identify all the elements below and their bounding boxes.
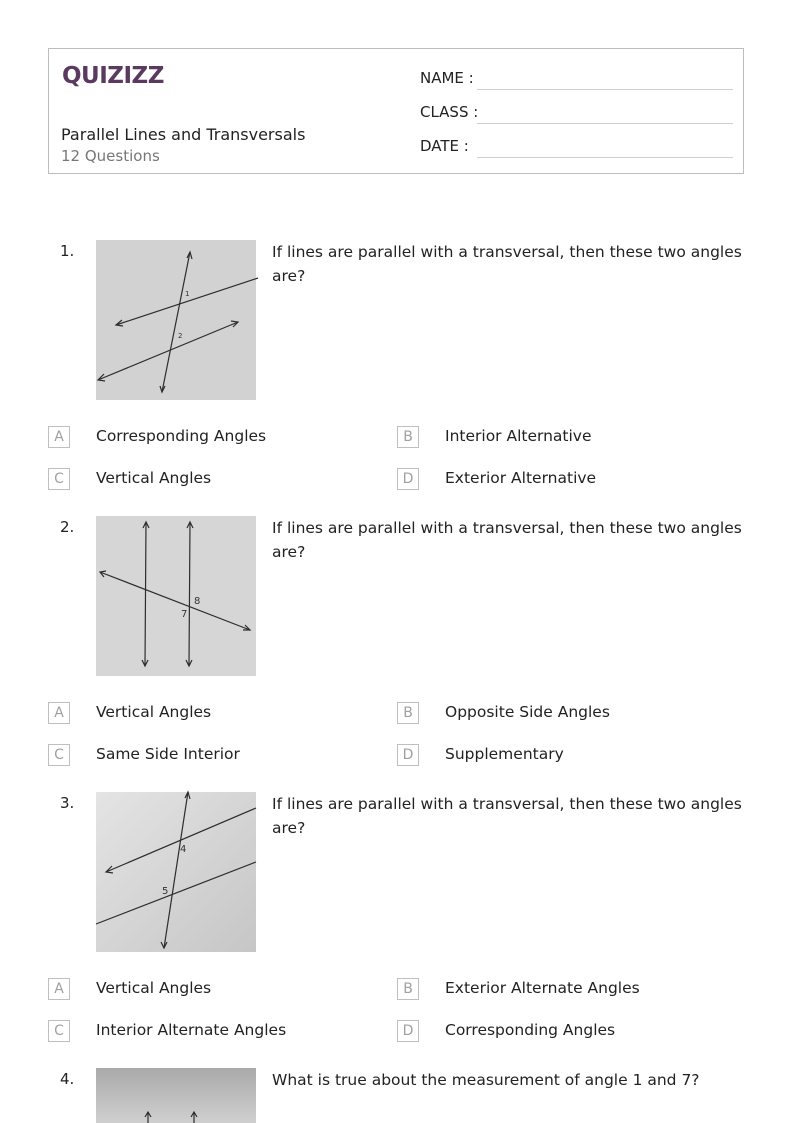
question-number: 2. <box>60 518 75 536</box>
question-image <box>96 792 256 952</box>
svg-text:4: 4 <box>180 844 187 855</box>
worksheet-header <box>48 48 744 174</box>
parallel-lines-diagram-3 <box>96 792 256 952</box>
option-a-box[interactable]: A <box>48 426 70 448</box>
option-b-text: Interior Alternative <box>445 427 592 445</box>
question-number: 3. <box>60 794 75 812</box>
svg-text:5: 5 <box>162 886 169 897</box>
svg-text:7: 7 <box>181 609 188 620</box>
svg-text:QUIZIZZ: QUIZIZZ <box>62 63 164 89</box>
option-b-text: Exterior Alternate Angles <box>445 979 640 997</box>
parallel-lines-diagram-4 <box>96 1068 256 1123</box>
option-c-text: Same Side Interior <box>96 745 240 763</box>
parallel-lines-diagram-1 <box>96 240 256 400</box>
option-a-box[interactable]: A <box>48 702 70 724</box>
svg-text:2: 2 <box>178 332 183 340</box>
option-b-box[interactable]: B <box>397 978 419 1000</box>
option-c-text: Vertical Angles <box>96 469 212 487</box>
class-label: CLASS : <box>420 103 479 121</box>
question-number: 1. <box>60 242 75 260</box>
option-b-box[interactable]: B <box>397 426 419 448</box>
option-a-text: Corresponding Angles <box>96 427 267 445</box>
option-d-box[interactable]: D <box>397 1020 419 1042</box>
option-d-text: Corresponding Angles <box>445 1021 616 1039</box>
quizizz-logo <box>62 61 164 89</box>
name-field[interactable] <box>477 89 733 90</box>
name-label: NAME : <box>420 69 474 87</box>
option-d-text: Supplementary <box>445 745 564 763</box>
option-c-box[interactable]: C <box>48 744 70 766</box>
date-label: DATE : <box>420 137 469 155</box>
question-image <box>96 1068 256 1123</box>
date-field[interactable] <box>477 157 733 158</box>
parallel-lines-diagram-2 <box>96 516 256 676</box>
question-text: If lines are parallel with a transversal, then these two angles are? <box>272 519 742 561</box>
option-a-box[interactable]: A <box>48 978 70 1000</box>
question-text: If lines are parallel with a transversal, then these two angles are? <box>272 795 742 837</box>
option-d-box[interactable]: D <box>397 744 419 766</box>
option-d-box[interactable]: D <box>397 468 419 490</box>
option-a-text: Vertical Angles <box>96 703 212 721</box>
question-image <box>96 240 256 400</box>
question-count: 12 Questions <box>61 147 160 165</box>
question-text: What is true about the measurement of angle 1 and 7? <box>272 1071 700 1089</box>
option-b-text: Opposite Side Angles <box>445 703 610 721</box>
question-text: If lines are parallel with a transversal, then these two angles are? <box>272 243 742 285</box>
option-d-text: Exterior Alternative <box>445 469 597 487</box>
option-b-box[interactable]: B <box>397 702 419 724</box>
class-field[interactable] <box>477 123 733 124</box>
worksheet-title: Parallel Lines and Transversals <box>61 125 306 144</box>
option-c-box[interactable]: C <box>48 468 70 490</box>
svg-text:1: 1 <box>185 290 190 298</box>
option-a-text: Vertical Angles <box>96 979 212 997</box>
option-c-box[interactable]: C <box>48 1020 70 1042</box>
question-number: 4. <box>60 1070 75 1088</box>
svg-text:8: 8 <box>194 596 201 607</box>
option-c-text: Interior Alternate Angles <box>96 1021 287 1039</box>
question-image <box>96 516 256 676</box>
